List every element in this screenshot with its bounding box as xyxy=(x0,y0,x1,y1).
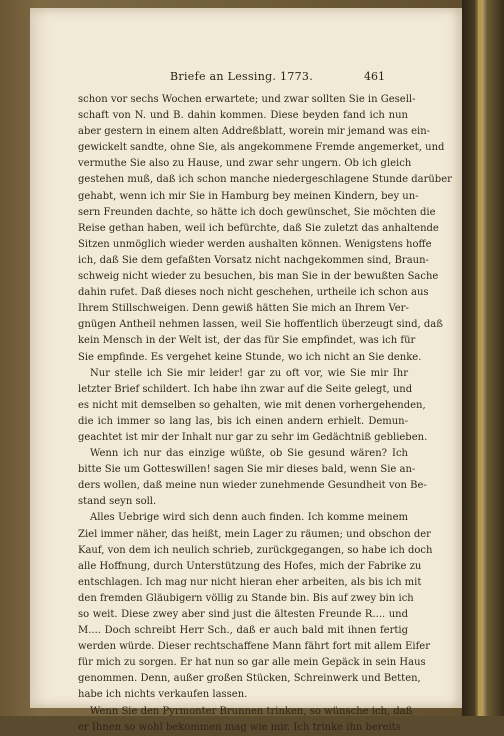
running-head: Briefe an Lessing. 1773. xyxy=(170,70,314,83)
page-header xyxy=(30,70,462,86)
paragraph xyxy=(78,92,452,366)
text-line: schon vor sechs Wochen erwartete; und zwar sollten Sie in Gesell- xyxy=(78,94,416,105)
text-line: Ziel immer näher, das heißt, mein Lager zu räumen; und obschon der xyxy=(78,528,431,540)
text-line: genommen. Denn, außer großen Stücken, Schreinwerk und Betten, xyxy=(78,673,421,685)
text-line: Wenn Sie den Pyrmonter Brunnen trinken, so wünsche ich, daß xyxy=(90,705,413,717)
text-line: Sie empfinde. Es vergehet keine Stunde, wo ich nicht an Sie denke. xyxy=(78,351,422,363)
text-line: vermuthe Sie also zu Hause, und zwar sehr ungern. Ob ich gleich xyxy=(78,158,412,170)
text-line: gewickelt sandte, ohne Sie, als angekommene Fremde angemerket, und xyxy=(78,142,445,154)
text-line: die ich immer so lang las, bis ich einen andern erhielt. Demun- xyxy=(78,415,408,427)
text-line: habe ich nichts verkaufen lassen. xyxy=(78,689,248,701)
page-number: 461 xyxy=(364,70,385,83)
text-line: gestehen muß, daß ich schon manche niedergeschlagene Stunde darüber xyxy=(78,174,452,186)
text-line: Alles Uebrige wird sich denn auch finden. Ich komme meinem xyxy=(90,512,408,524)
text-line: entschlagen. Ich mag nur nicht hieran eher arbeiten, als bis ich mit xyxy=(78,576,422,588)
text-line: es nicht mit demselben so gehalten, wie mit denen vorhergehenden, xyxy=(78,399,426,411)
text-line: kein Mensch in der Welt ist, der das für Sie empfindet, was ich für xyxy=(78,335,416,347)
body-text xyxy=(78,92,452,736)
text-line: Reise gethan haben, weil ich befürchte, daß Sie zuletzt das anhaltende xyxy=(78,222,439,234)
text-line: geachtet ist mir der Inhalt nur gar zu sehr im Gedächtniß geblieben. xyxy=(78,431,428,443)
text-line: schaft von N. und B. dahin kommen. Diese beyden fand ich nun xyxy=(78,110,408,122)
text-line: ders wollen, daß meine nun wieder zunehmende Gesundheit von Be- xyxy=(78,480,427,492)
text-line: Sitzen unmöglich wieder werden aushalten können. Wenigstens hoffe xyxy=(78,238,432,250)
text-line: aber gestern in einem alten Addreßblatt, worein mir jemand was ein- xyxy=(78,126,431,138)
text-line: so weit. Diese zwey aber sind just die ältesten Freunde R.... und xyxy=(78,609,408,620)
text-line: ich, daß Sie dem gefaßten Vorsatz nicht nachgekommen sind, Braun- xyxy=(78,254,429,266)
text-line: letzter Brief schildert. Ich habe ihn zwar auf die Seite gelegt, und xyxy=(78,383,413,395)
text-line: er Ihnen so wohl bekommen mag wie mir. Ich trinke ihn bereits xyxy=(78,721,401,733)
text-line: werden würde. Dieser rechtschaffene Mann fährt fort mit allem Eifer xyxy=(78,641,431,653)
book-spine xyxy=(478,0,482,716)
text-line: für mich zu sorgen. Er hat nun so gar alle mein Gepäck in sein Haus xyxy=(78,657,426,669)
paragraph xyxy=(78,510,433,703)
text-line: bitte Sie um Gotteswillen! sagen Sie mir dieses bald, wenn Sie an- xyxy=(78,464,416,476)
paragraph xyxy=(78,366,428,446)
text-line: alle Hoffnung, durch Unterstützung des Hofes, mich der Fabrike zu xyxy=(78,560,422,572)
text-line: schweig nicht wieder zu besuchen, bis man Sie in der bewußten Sache xyxy=(78,271,439,283)
book-gutter xyxy=(462,0,504,716)
text-line: dahin rufet. Daß dieses noch nicht geschehen, urtheile ich schon aus xyxy=(78,287,429,299)
paragraph xyxy=(78,446,427,510)
book-page xyxy=(30,8,462,733)
text-line: Wenn ich nur das einzige wüßte, ob Sie gesund wären? Ich xyxy=(90,448,408,460)
text-line: stand seyn soll. xyxy=(78,496,157,508)
text-line: den fremden Gläubigern völlig zu Stande bin. Bis auf zwey bin ich xyxy=(78,592,414,604)
text-line: M.... Doch schreibt Herr Sch., daß er auch bald mit ihnen fertig xyxy=(78,625,408,637)
text-line: gnügen Antheil nehmen lassen, weil Sie hoffentlich überzeugt sind, daß xyxy=(78,319,443,331)
text-line: Kauf, von dem ich neulich schrieb, zurückgegangen, so habe ich doch xyxy=(78,544,433,556)
text-line: sern Freunden dachte, so hätte ich doch gewünschet, Sie möchten die xyxy=(78,206,436,218)
text-line: gehabt, wenn ich mir Sie in Hamburg bey meinen Kindern, bey un- xyxy=(78,190,419,202)
text-line: Nur stelle ich Sie mir leider! gar zu oft vor, wie Sie mir Ihr xyxy=(90,367,408,379)
text-line: Ihrem Stillschweigen. Denn gewiß hätten Sie mich an Ihrem Ver- xyxy=(78,303,409,315)
paragraph xyxy=(78,704,413,736)
